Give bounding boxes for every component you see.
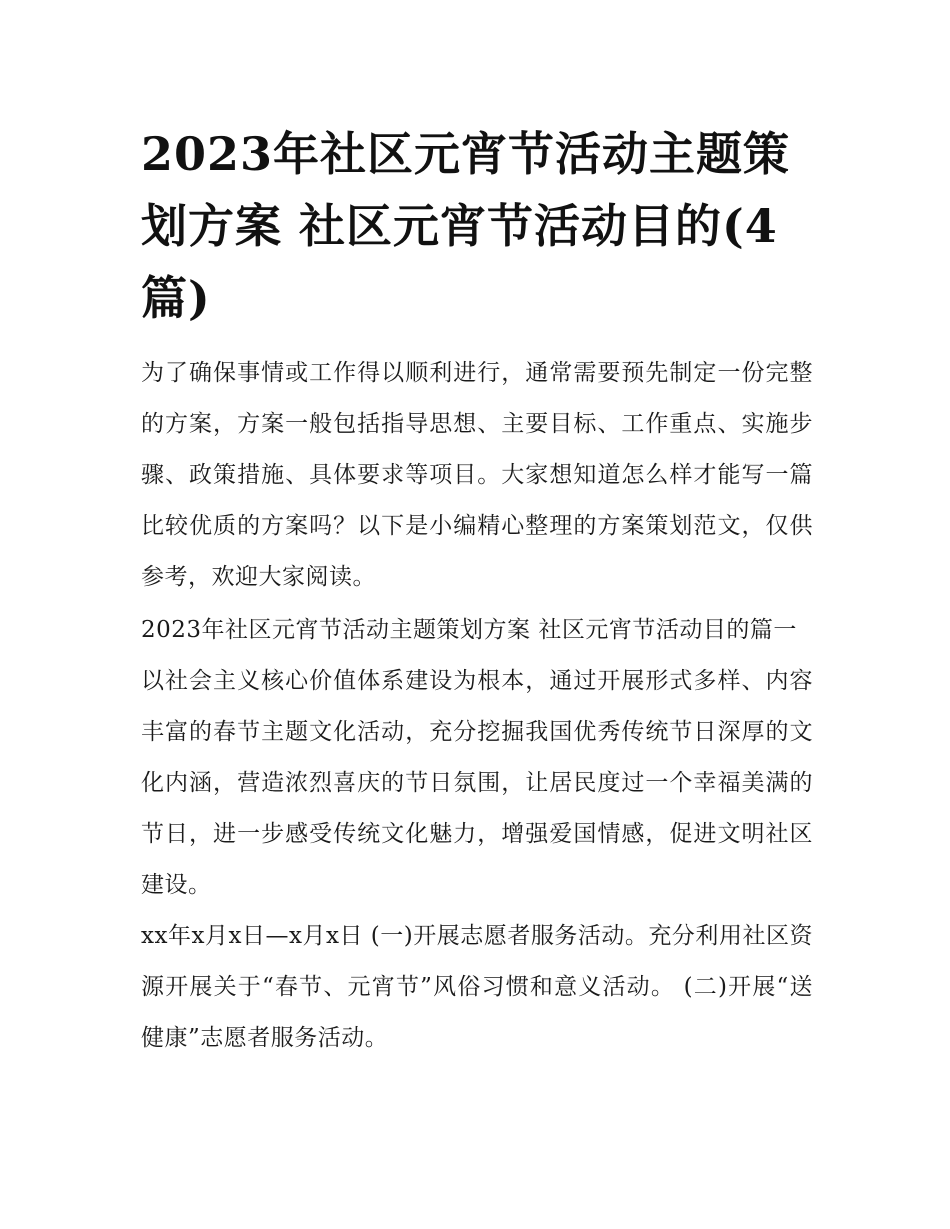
body-paragraph-2: xx年x月x日—x月x日 (一)开展志愿者服务活动。充分利用社区资源开展关于“春节、元宵节”风俗习惯和意义活动。 (二)开展“送健康”志愿者服务活动。	[141, 923, 813, 1051]
document-page	[141, 118, 813, 1064]
body-paragraph-1: 以社会主义核心价值体系建设为根本，通过开展形式多样、内容丰富的春节主题文化活动，充分挖掘我国优秀传统节日深厚的文化内涵，营造浓烈喜庆的节日氛围，让居民度过一个幸福美满的节日，进一步感受传统文化魅力，增强爱国情感，促进文明社区建设。	[141, 668, 813, 898]
intro-paragraph: 为了确保事情或工作得以顺利进行，通常需要预先制定一份完整的方案，方案一般包括指导思想、主要目标、工作重点、实施步骤、政策措施、具体要求等项目。大家想知道怎么样才能写一篇比较优质的方案吗？以下是小编精心整理的方案策划范文，仅供参考，欢迎大家阅读。	[141, 360, 813, 590]
document-title: 2023年社区元宵节活动主题策划方案 社区元宵节活动目的(4篇)	[141, 127, 791, 325]
section-heading: 2023年社区元宵节活动主题策划方案 社区元宵节活动目的篇一	[141, 617, 797, 643]
